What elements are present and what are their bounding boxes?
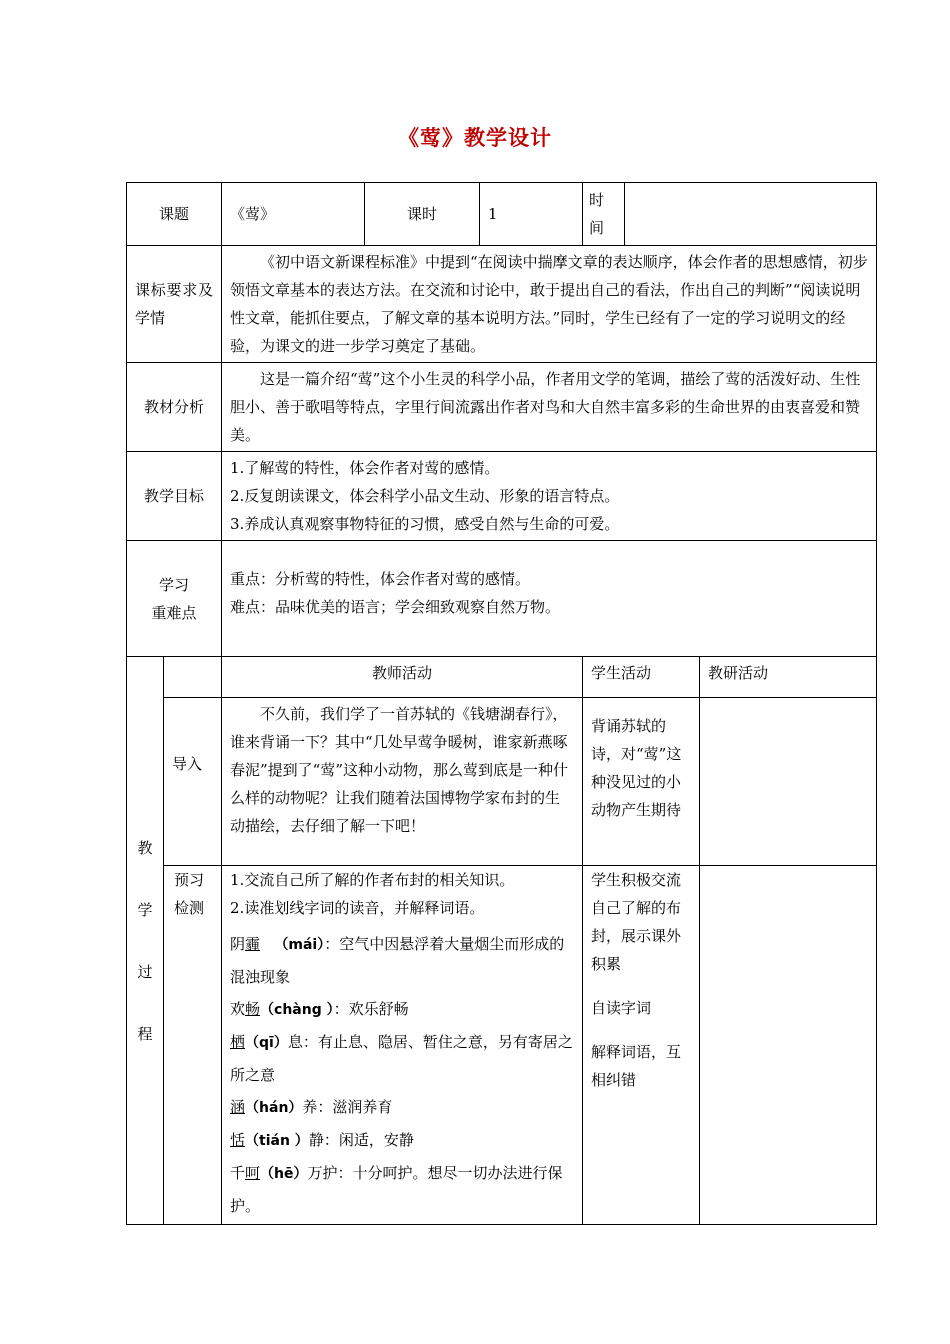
student-activity-header: 学生活动: [583, 657, 700, 698]
vocab-item: 涵（hán）养：滋润养育: [230, 1098, 393, 1116]
teacher-activity-header: 教师活动: [222, 657, 583, 698]
vocab-item: 千呵（hē）万护：十分呵护。想尽一切办法进行保护。: [230, 1164, 563, 1215]
goal-item: 3.养成认真观察事物特征的习惯，感受自然与生命的可爱。: [230, 515, 620, 533]
process-char: 过: [137, 962, 153, 981]
vocab-item: 恬（tián ）静：闲适，安静: [230, 1131, 414, 1149]
key-points-label-line2: 重难点: [151, 603, 197, 622]
preview-student-text: 学生积极交流自己了解的布封，展示课外积累: [591, 871, 682, 973]
vocab-item: 欢畅（chàng ）：欢乐舒畅: [230, 1000, 409, 1018]
vocab-item: 栖（qī）息：有止息、隐居、暂住之意，另有寄居之所之意: [230, 1033, 573, 1084]
intro-label: 导入: [164, 698, 222, 866]
key-points-content: [222, 541, 877, 657]
topic-value: 《莺》: [222, 183, 365, 246]
difficult-point: 难点：品味优美的语言；学会细致观察自然万物。: [230, 598, 561, 616]
goals-label: 教学目标: [127, 452, 222, 541]
time-label: 时间: [583, 183, 625, 246]
key-point: 重点：分析莺的特性，体会作者对莺的感情。: [230, 570, 531, 588]
document-title: 《莺》教学设计: [398, 125, 552, 150]
preview-line: 1.交流自己所了解的作者布封的相关知识。: [230, 871, 515, 889]
lesson-plan-table: [126, 182, 877, 1225]
preview-label-line2: 检测: [174, 899, 205, 917]
goals-list: [222, 452, 877, 541]
key-points-label-line1: 学习: [159, 575, 190, 594]
curriculum-text: 《初中语文新课程标准》中提到“在阅读中揣摩文章的表达顺序，体会作者的思想感情，初步领悟文章基本的表达方法。在交流和讨论中，敢于提出自己的看法，作出自己的判断”“阅读说明性文章，能抓住要点，了解文章的基本说明方法。”同时，学生已经有了一定的学习说明文的经验，为课文的进一步学习奠定了基础。: [222, 246, 877, 363]
preview-line: 2.读准划线字词的读音，并解释词语。: [230, 899, 485, 917]
process-char: 学: [137, 900, 153, 919]
intro-teacher-text: 不久前，我们学了一首苏轼的《钱塘湖春行》，谁来背诵一下？其中“几处早莺争暖树，谁家新燕啄春泥”提到了“莺”这种小动物，那么莺到底是一种什么样的动物呢？让我们随着法国博物学家布封的生动描绘，去仔细了解一下吧！: [222, 698, 583, 866]
preview-label-line1: 预习: [174, 871, 205, 889]
goal-item: 2.反复朗读课文，体会科学小品文生动、形象的语言特点。: [230, 487, 620, 505]
preview-student-cell: [583, 866, 700, 1225]
preview-teacher-cell: [222, 866, 583, 1225]
intro-research-cell: [700, 698, 877, 866]
analysis-text: 这是一篇介绍“莺”这个小生灵的科学小品，作者用文学的笔调，描绘了莺的活泼好动、生性胆小、善于歌唱等特点，字里行间流露出作者对鸟和大自然丰富多彩的生命世界的由衷喜爱和赞美。: [222, 363, 877, 452]
topic-label: 课题: [127, 183, 222, 246]
goal-item: 1.了解莺的特性，体会作者对莺的感情。: [230, 459, 500, 477]
key-points-label: [127, 541, 222, 657]
process-char: 程: [137, 1024, 153, 1043]
process-label: [127, 657, 164, 1225]
preview-student-text: 解释词语，互相纠错: [591, 1043, 682, 1089]
preview-label: [164, 866, 222, 1225]
time-value: [625, 183, 877, 246]
preview-research-cell: [700, 866, 877, 1225]
intro-student-text: 背诵苏轼的诗，对“莺”这种没见过的小动物产生期待: [583, 698, 700, 866]
research-activity-header: 教研活动: [700, 657, 877, 698]
process-char: 教: [137, 838, 153, 857]
preview-student-text: 自读字词: [591, 999, 652, 1017]
vocab-item: 阴霾 （mái）：空气中因悬浮着大量烟尘而形成的混浊现象: [230, 935, 565, 986]
period-value: 1: [480, 183, 583, 246]
curriculum-label: 课标要求及学情: [127, 246, 222, 363]
period-label: 课时: [365, 183, 480, 246]
analysis-label: 教材分析: [127, 363, 222, 452]
process-blank-header: [164, 657, 222, 698]
